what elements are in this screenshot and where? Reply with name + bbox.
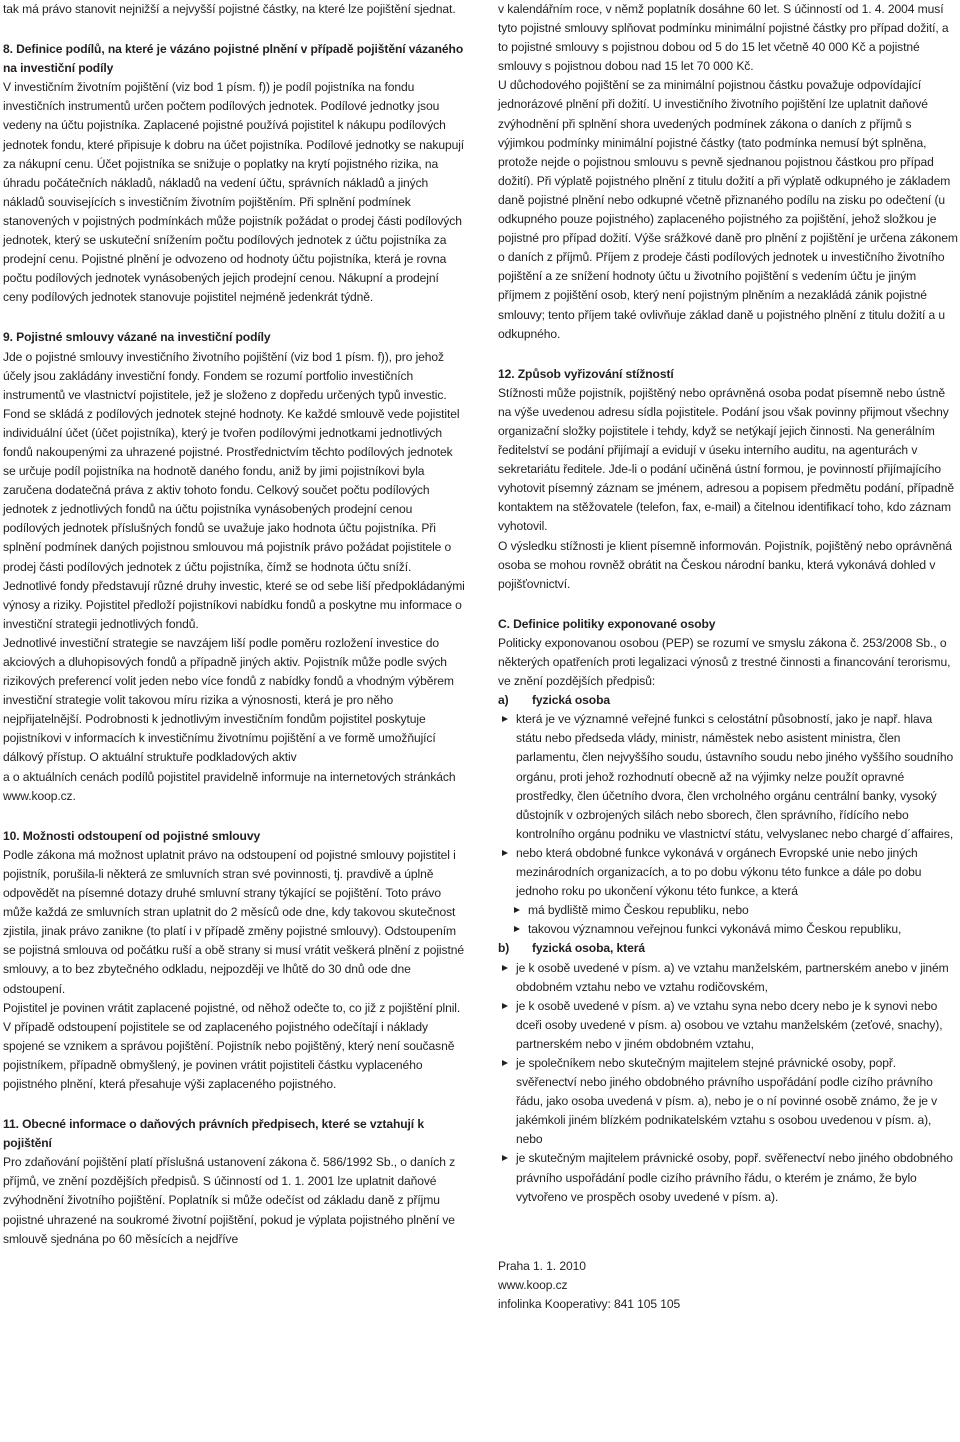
list-item: má bydliště mimo Českou republiku, nebo [498, 901, 958, 920]
list-item: je k osobě uvedené v písm. a) ve vztahu manželském, partnerském anebo v jiném obdobném vztahu nebo ve vztahu rodičovském, [498, 959, 958, 997]
intro-text: tak má právo stanovit nejnižší a nejvyšší pojistné částky, na které lze pojištění sjednat. [3, 2, 456, 16]
lettered-item-b [498, 939, 958, 958]
section-12-body: Stížnosti může pojistník, pojištěný nebo oprávněná osoba podat písemně nebo ústně na výše uvedenou adresu sídla pojistitele. Podání jsou však povinny přijmout všechny organizační složky pojistitele i tehdy, když se netýkají jejich činnosti. Na generálním ředitelství se podání přijímají a evidují v úseku interního auditu, na agenturách v sekretariátu ředitele. Jde-li o podání učiněná ústní formou, je povinností přijímajícího vyhotovit písemný záznam se jménem, adresou a popisem předmětu podání, případně kontaktem na stěžovatele (telefon, fax, e-mail) a čitelnou identifikací toho, kdo záznam vyhotovil. [498, 385, 954, 534]
section-9-heading: 9. Pojistné smlouvy vázané na investiční podíly [3, 330, 271, 345]
website-link[interactable]: www.koop.cz [498, 1277, 568, 1292]
list-item: je skutečným majitelem právnické osoby, popř. svěřenectví nebo jiného obdobného právního uspořádání podle cizího právního řádu, o kterém je známo, že bylo vytvořeno ve prospěch osoby uvedené v písm. a). [498, 1149, 958, 1206]
bullet-list-a [498, 710, 958, 901]
section-9-body: Jednotlivé investiční strategie se navzájem liší podle poměru rozložení investice do akciových a dluhopisových fondů a případně jiných aktiv. Pojistník může podle svých rizikových preferencí volit jeden nebo více fondů z nabídky fondů a vhodným výběrem investiční strategie volit takovou míru rizika a výnosnosti, která je pro něho nejpřijatelnější. Podrobnosti k jednotlivým investičním fondům pojistitel poskytuje pojistníkovi v informacích k investičnímu životnímu pojištění a ve formě umožňující dálkový přístup. O aktuální struktuře podkladových aktiv [3, 635, 454, 765]
list-item: která je ve významné veřejné funkci s celostátní působností, jako je např. hlava státu nebo předseda vlády, ministr, náměstek nebo asistent ministra, člen parlamentu, člen nejvyššího soudu, ústavního soudu nebo jiného vyššího soudního orgánu, proti jehož rozhodnutí obecně až na výjimky nelze použít opravné prostředky, člen účetního dvora, člen vrcholného orgánu centrální banky, vysoký důstojník v ozbrojených silách nebo sborech, člen správního, řídícího nebo kontrolního orgánu podniku ve vlastnictví státu, velvyslanec nebo chargé d´affaires, [498, 710, 958, 844]
section-10-body: Pojistitel je povinen vrátit zaplacené pojistné, od něhož odečte to, co již z pojištění plnil. V případě odstoupení pojistitele se od zaplaceného pojistného odečítají i náklady spojené se vznikem a správou pojištění. Pojistník nebo pojištěný, který není současně pojistníkem, případně obmyšlený, je povinen vrátit pojistiteli částku vyplaceného pojistného plnění, která přesahuje výši zaplaceného pojistného. [3, 1000, 461, 1091]
right-column [498, 0, 958, 1314]
section-11-body: Pro zdaňování pojištění platí příslušná ustanovení zákona č. 586/1992 Sb., o daních z příjmů, ve znění pozdějších předpisů. S účinností od 1. 1. 2001 lze uplatnit daňové zvýhodnění životního pojištění. Poplatník si může odečíst od základu daně z příjmu pojistné uhrazené na soukromé životní pojištění, pokud je výplata pojistného plnění ve smlouvě sjednána po 60 měsících a nejdříve [3, 1155, 456, 1246]
lettered-item-a [498, 691, 958, 710]
item-title: fyzická osoba [532, 693, 611, 708]
section-8-body: V investičním životním pojištění (viz bod 1 písm. f)) je podíl pojistníka na fondu investičních instrumentů určen počtem podílových jednotek. Podílové jednotky jsou vedeny na účtu pojistníka. Zaplacené pojistné používá pojistitel k nákupu podílových jednotek fondu, které připisuje k dobru na účet pojistníka. Podílové jednotky se nakupují za nákupní cenu. Účet pojistníka se snižuje o poplatky na krytí pojistného rizika, na úhradu počátečních nákladů, nákladů na vedení účtu, správních nákladů a jiných nákladů souvisejících s investičním životním pojištěním. Při splnění podmínek stanovených v pojistných podmínkách může pojistník požádat o prodej části podílových jednotek, který se uskuteční snížením počtu podílových jednotek z účtu pojistníka za prodejní cenu. Pojistné plnění je odvozeno od hodnoty účtu pojistníka, která je rovna počtu podílových jednotek vynásobených jejich prodejní cenou. Nákupní a prodejní ceny podílových jednotek stanovuje pojistitel nejméně jedenkrát týdně. [3, 80, 465, 305]
infoline-text: infolinka Kooperativy: 841 105 105 [498, 1296, 681, 1311]
list-item: nebo která obdobné funkce vykonává v orgánech Evropské unie nebo jiných mezinárodních organizacích, a to po dobu výkonu této funkce a dále po dobu jednoho roku po ukončení výkonu této funkce, a která [498, 844, 958, 901]
section-11-heading: 11. Obecné informace o daňových právních předpisech, které se vztahují k pojištění [3, 1117, 424, 1151]
left-column [3, 0, 465, 1249]
list-item: takovou významnou veřejnou funkci vykonává mimo Českou republiku, [498, 920, 958, 939]
item-letter: a) [498, 693, 509, 708]
section-9-body: Jde o pojistné smlouvy investičního životního pojištění (viz bod 1 písm. f)), pro jehož účely jsou zakládány investiční fondy. Fondem se rozumí portfolio investičních instrumentů ve vlastnictví pojistitele, jež je složeno z dopředu určených typů investic. Fond se skládá z podílových jednotek stejné hodnoty. Ke každé smlouvě vede pojistitel individuální účet (účet pojistníka), který je tvořen podílovými jednotkami jednotlivých fondů nakoupenými za uhrazené pojistné. Prostřednictvím těchto podílových jednotek se určuje podíl pojistníka na hodnotě daného fondu, aniž by jimi pojistníkovi byla zaručena dodatečná práva z aktiv tohoto fondu. Celkový součet počtu podílových jednotek z jednotlivých fondů na účtu pojistníka vynásobených prodejní cenou podílových jednotek příslušných fondů se uvažuje jako hodnota účtu pojistníka. Při splnění podmínek daných pojistnou smlouvou má pojistník právo požádat pojistitele o prodej části podílových jednotek z účtu pojistníka, čímž se hodnota účtu sníží. Jednotlivé fondy představují různé druhy investic, které se od sebe liší předpokládanými výnosy a riziky. Pojistitel předloží pojistníkovi nabídku fondů a poskytne mu informace o investiční strategii jednotlivých fondů. [3, 349, 465, 631]
section-c-body: Politicky exponovanou osobou (PEP) se rozumí ve smyslu zákona č. 253/2008 Sb., o některých opatřeních proti legalizaci výnosů z trestné činnosti a financování terorismu, ve znění pozdějších předpisů: [498, 635, 951, 689]
item-letter: b) [498, 941, 510, 956]
list-item: je společníkem nebo skutečným majitelem stejné právnické osoby, popř. svěřenectví nebo jiného obdobného právního uspořádání podle cizího právního řádu, jako osoba uvedená v písm. a), nebo je o ní povinné osobě známo, že je v jakémkoli jiném blízkém podnikatelském vztahu s osobou uvedenou v písm. a), nebo [498, 1054, 958, 1149]
tax-continuation-text: v kalendářním roce, v němž poplatník dosáhne 60 let. S účinností od 1. 4. 2004 musí tyto pojistné smlouvy splňovat podmínku minimální pojistné částky pro případ dožití, a to pojistné smlouvy s pojistnou dobou od 5 do 15 let včetně 40 000 Kč a pojistné smlouvy s pojistnou dobou nad 15 let 70 000 Kč. [498, 2, 949, 74]
section-12-body: O výsledku stížnosti je klient písemně informován. Pojistník, pojištěný nebo oprávněná osoba se mohou rovněž obrátit na Českou národní banku, která vykonává dohled v pojišťovnictví. [498, 538, 952, 591]
list-item: je k osobě uvedené v písm. a) ve vztahu syna nebo dcery nebo je k synovi nebo dceři osoby uvedené v písm. a) osobou ve vztahu manželském (zeťové, snachy), partnerském nebo v jiném obdobném vztahu, [498, 997, 958, 1054]
section-c-heading: C. Definice politiky exponované osoby [498, 616, 716, 631]
nested-bullet-list [498, 901, 958, 939]
section-8-heading: 8. Definice podílů, na které je vázáno pojistné plnění v případě pojištění vázaného na investiční podíly [3, 42, 464, 76]
item-title: fyzická osoba, která [532, 941, 645, 956]
bullet-list-b [498, 959, 958, 1207]
section-10-heading: 10. Možnosti odstoupení od pojistné smlouvy [3, 828, 261, 843]
tax-continuation-text: U důchodového pojištění se za minimální pojistnou částku považuje odpovídající jednorázové plnění při dožití. U investičního životního pojištění lze uplatnit daňové zvýhodnění při splnění shora uvedených podmínek zákona o daních z příjmů s výjimkou podmínky minimální pojistné částky (tato podmínka nemusí být splněna, protože nejde o pojistnou smlouvu s pevně sjednanou pojistnou částkou pro případ dožití). Při výplatě pojistného plnění z titulu dožití a při výplatě odkupného je základem daně pojistné plnění nebo odkupné včetně přiznaného podílu na zisku po odečtení (u odkupného pouze pojistného) zaplaceného pojistného za pojištění, jehož složkou je pojistné pro případ dožití. Výše srážkové daně pro plnění z pojištění je určena zákonem o daních z příjmů. Příjem z prodeje části podílových jednotek u investičního životního pojištění a ze snížení hodnoty účtu u životního pojištění s vedením účtu je jiným příjmem z pojištění osob, který není pojistným plněním a nezakládá zánik pojistné smlouvy; tento příjem také ovlivňuje základ daně u pojistného plnění z titulu dožití a u odkupného. [498, 78, 958, 341]
place-date: Praha 1. 1. 2010 [498, 1258, 586, 1273]
section-9-body: a o aktuálních cenách podílů pojistitel pravidelně informuje na internetových stránkách www.koop.cz. [3, 769, 456, 803]
section-12-heading: 12. Způsob vyřizování stížností [498, 366, 674, 381]
section-10-body: Podle zákona má možnost uplatnit právo na odstoupení od pojistné smlouvy pojistitel i pojistník, porušila-li některá ze smluvních stran své povinnosti, tj. pravdivě a úplně odpovědět na písemné dotazy druhé smluvní strany týkající se pojištění. Toto právo může každá ze smluvních stran uplatnit do 2 měsíců ode dne, kdy takovou skutečnost zjistila, jinak právo zanikne (to platí i v případě změny pojistné smlouvy). Odstoupením se pojistná smlouva od počátku ruší a obě strany si musí vrátit veškerá plnění z pojistné smlouvy, a to bez zbytečného odkladu, nejpozději ve lhůtě do 30 dnů ode dne odstoupení. [3, 847, 464, 996]
